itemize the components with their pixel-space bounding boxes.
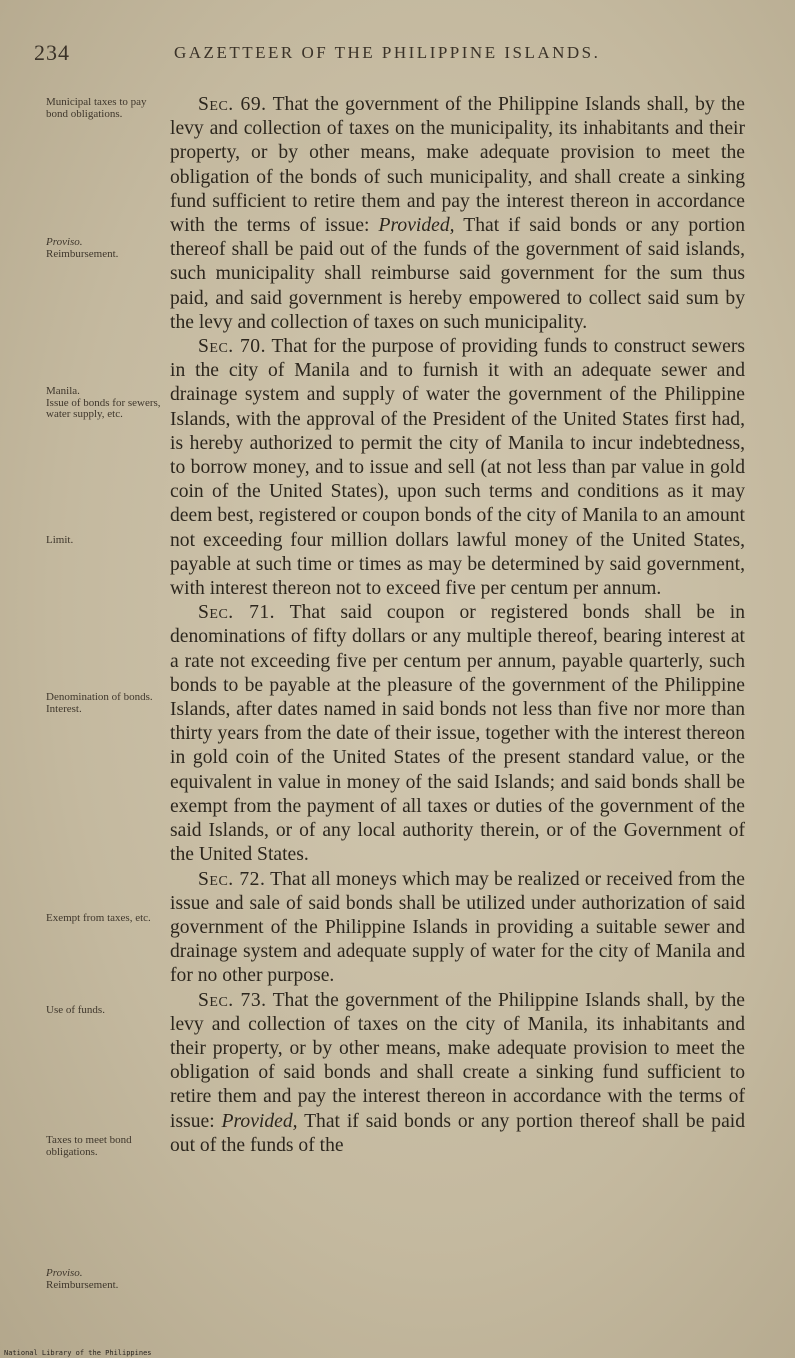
section-73: [170, 989, 745, 1158]
margin-note: [46, 1268, 166, 1291]
page-number: 234: [34, 40, 70, 65]
running-title: GAZETTEER OF THE PHILIPPINE ISLANDS.: [174, 43, 601, 62]
margin-note-label: Reimbursement.: [46, 1278, 119, 1291]
margin-note: [46, 97, 166, 120]
margin-note-label: Taxes to meet bond obligations.: [46, 1134, 132, 1158]
margin-note-label: Municipal taxes to pay bond obligations.: [46, 96, 147, 120]
section-70: [170, 335, 745, 601]
margin-note-label: Use of funds.: [46, 1004, 105, 1016]
section-71: [170, 601, 745, 867]
margin-note-label: Proviso.: [46, 1267, 83, 1279]
margin-note-label: Interest.: [46, 702, 82, 715]
margin-note: [46, 913, 166, 925]
section-text: That said coupon or registered bonds shall be in denominations of fifty dollars or any multiple thereof, bearing interest at a rate not exceeding five per centum per annum, payable quarterly, such bonds to be payable at the pleasure of the government of the Philippine Islands, after dates named in said bonds not less than five nor more than thirty years from the date of their issue, together with the interest thereon in gold coin of the United States of the present standard value, or the equivalent in value in money of the said Islands; and said bonds shall be exempt from the payment of all taxes or duties of the government of the said Islands, or of any local authority therein, or of the Government of the United States.: [170, 602, 746, 866]
section-text: That the government of the Philippine Islands shall, by the levy and collection of taxes on the city of Manila, its inhabitants and their property, or by other means, make adequate provision to meet the obligation of said bonds and shall create a sinking fund sufficient to retire them and pay the interest thereon in accordance with the terms of issue:: [170, 989, 746, 1132]
margin-note-label: Issue of bonds for sewers, water supply, etc.: [46, 396, 161, 420]
margin-note-label: Manila.: [46, 385, 80, 397]
margin-note: [46, 1135, 166, 1158]
section-text: That if said bonds or any portion thereof shall be paid out of the funds of the: [170, 1110, 746, 1156]
section-69: [170, 93, 745, 335]
margin-note-label: Exempt from taxes, etc.: [46, 912, 151, 924]
section-text: That all moneys which may be realized or received from the issue and sale of said bonds shall be utilized under authorization of said government of the Philippine Islands in providing a suitable sewer and drainage system and adequate supply of water for the city of Manila and for no other purpose.: [170, 868, 746, 987]
proviso-word: Provided,: [221, 1110, 298, 1132]
margin-note: [46, 386, 166, 421]
margin-note-label: Proviso.: [46, 236, 83, 248]
section-heading: Sec. 72.: [198, 868, 266, 890]
margin-note-label: Limit.: [46, 534, 74, 546]
section-heading: Sec. 73.: [198, 989, 267, 1011]
margin-note: [46, 692, 166, 715]
section-text: That the government of the Philippine Islands shall, by the levy and collection of taxes on the municipality, its inhabitants and their property, or by other means, make adequate provision to meet the obligation of the bonds of such municipality, and shall create a sinking fund sufficient to retire them and pay the interest thereon in accordance with the terms of issue:: [170, 94, 746, 237]
margin-note-label: Reimbursement.: [46, 247, 119, 260]
section-heading: Sec. 69.: [198, 94, 267, 115]
section-text: That for the purpose of providing funds to construct sewers in the city of Manila and to furnish it with an adequate sewer and drainage system and supply of water the government of the Philippine Islands, with the approval of the President of the United States first had, is hereby authorized to permit the city of Manila to incur indebtedness, to borrow money, and to issue and sell (at not less than par value in gold coin of the United States), upon such terms and conditions as it may deem best, registered or coupon bonds of the city of Manila to an amount not exceeding four million dollars lawful money of the United States, payable at such time or times as may be determined by said government, with interest thereon not to exceed five per centum per annum.: [170, 336, 745, 600]
margin-note: [46, 237, 166, 260]
body-text: [170, 93, 745, 1158]
margin-note-label: Denomination of bonds.: [46, 691, 153, 703]
section-72: [170, 868, 745, 989]
margin-note: [46, 1005, 166, 1017]
scan-credit: National Library of the Philippines: [4, 1349, 152, 1357]
section-heading: Sec. 71.: [198, 602, 276, 624]
section-text: That if said bonds or any portion thereof shall be paid out of the funds of the government of said islands, such municipality shall reimburse said government for the sum thus paid, and said government is hereby empowered to collect said sum by the levy and collection of taxes on such municipality.: [170, 215, 746, 333]
margin-note: [46, 535, 166, 547]
section-heading: Sec. 70.: [198, 336, 266, 358]
proviso-word: Provided,: [378, 215, 455, 237]
